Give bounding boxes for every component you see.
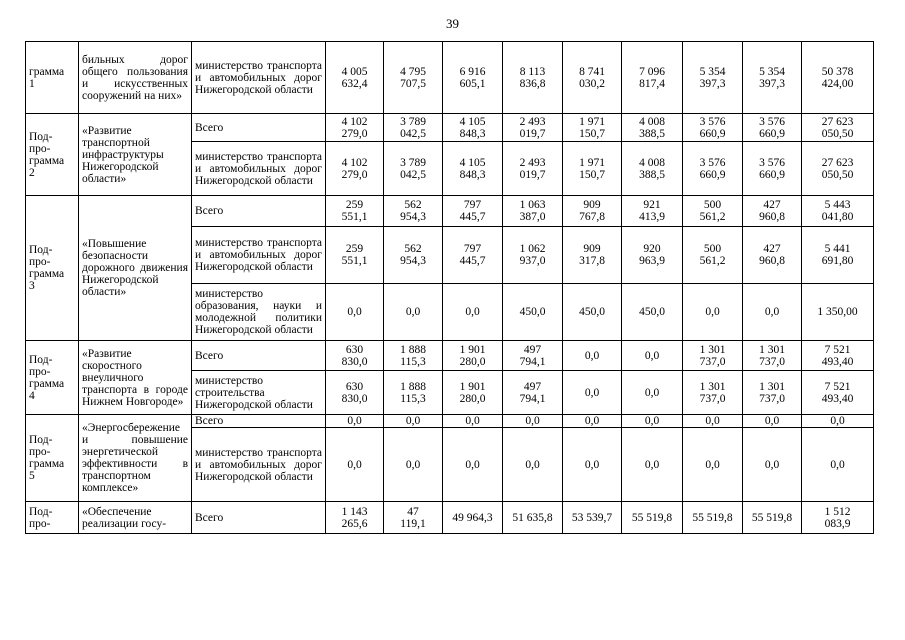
- value-cell: 4 102 279,0: [326, 114, 384, 142]
- value-cell: 500 561,2: [683, 227, 743, 284]
- total-value-cell: 7 521 493,40: [802, 371, 874, 415]
- value-cell: 562 954,3: [384, 196, 443, 227]
- subprogram-label: Под- про- грамма 3: [26, 196, 79, 341]
- value-cell: 1 901 280,0: [443, 341, 503, 371]
- subprogram-label: грамма 1: [26, 42, 79, 114]
- value-cell: 427 960,8: [743, 196, 802, 227]
- value-cell: 1 301 737,0: [683, 371, 743, 415]
- total-value-cell: 27 623 050,50: [802, 142, 874, 196]
- value-cell: 797 445,7: [443, 227, 503, 284]
- executor-cell: министерство транспорта и автомобильных дорог Нижегородской области: [192, 42, 326, 114]
- value-cell: 2 493 019,7: [503, 114, 563, 142]
- total-value-cell: 7 521 493,40: [802, 341, 874, 371]
- subprogram-name: «Обеспечение реализации госу-: [79, 502, 192, 534]
- value-cell: 0,0: [743, 428, 802, 502]
- executor-cell: министерство транспорта и автомобильных дорог Нижегородской области: [192, 142, 326, 196]
- value-cell: 909 767,8: [563, 196, 622, 227]
- value-cell: 3 576 660,9: [743, 114, 802, 142]
- value-cell: 55 519,8: [743, 502, 802, 534]
- value-cell: 0,0: [503, 428, 563, 502]
- value-cell: 0,0: [563, 341, 622, 371]
- executor-cell: министерство строительства Нижегородской области: [192, 371, 326, 415]
- value-cell: 7 096 817,4: [622, 42, 683, 114]
- value-cell: 51 635,8: [503, 502, 563, 534]
- value-cell: 3 789 042,5: [384, 142, 443, 196]
- executor-cell: министерство транспорта и автомобильных дорог Нижегородской области: [192, 227, 326, 284]
- value-cell: 3 576 660,9: [743, 142, 802, 196]
- value-cell: 0,0: [683, 415, 743, 428]
- value-cell: 0,0: [326, 428, 384, 502]
- value-cell: 4 105 848,3: [443, 142, 503, 196]
- table-row: [26, 341, 874, 371]
- value-cell: 49 964,3: [443, 502, 503, 534]
- value-cell: 4 795 707,5: [384, 42, 443, 114]
- value-cell: 0,0: [563, 371, 622, 415]
- value-cell: 1 063 387,0: [503, 196, 563, 227]
- value-cell: 0,0: [743, 415, 802, 428]
- total-value-cell: 50 378 424,00: [802, 42, 874, 114]
- value-cell: 47 119,1: [384, 502, 443, 534]
- value-cell: 4 105 848,3: [443, 114, 503, 142]
- value-cell: 55 519,8: [683, 502, 743, 534]
- page-number: 39: [446, 16, 459, 31]
- value-cell: 921 413,9: [622, 196, 683, 227]
- value-cell: 259 551,1: [326, 227, 384, 284]
- value-cell: 0,0: [443, 415, 503, 428]
- value-cell: 427 960,8: [743, 227, 802, 284]
- total-value-cell: 0,0: [802, 428, 874, 502]
- total-value-cell: 1 512 083,9: [802, 502, 874, 534]
- value-cell: 1 301 737,0: [683, 341, 743, 371]
- executor-cell: министерство транспорта и автомобильных дорог Нижегородской области: [192, 428, 326, 502]
- executor-cell: Всего: [192, 502, 326, 534]
- value-cell: 630 830,0: [326, 371, 384, 415]
- value-cell: 920 963,9: [622, 227, 683, 284]
- subprogram-label: Под- про- грамма 5: [26, 415, 79, 502]
- value-cell: 5 354 397,3: [743, 42, 802, 114]
- value-cell: 0,0: [384, 428, 443, 502]
- value-cell: 5 354 397,3: [683, 42, 743, 114]
- value-cell: 500 561,2: [683, 196, 743, 227]
- value-cell: 909 317,8: [563, 227, 622, 284]
- value-cell: 1 143 265,6: [326, 502, 384, 534]
- value-cell: 450,0: [503, 284, 563, 341]
- value-cell: 0,0: [443, 428, 503, 502]
- subprogram-name: «Энергосбережение и повышение энергетической эффективности в транспортном комплексе»: [79, 415, 192, 502]
- value-cell: 2 493 019,7: [503, 142, 563, 196]
- value-cell: 0,0: [622, 341, 683, 371]
- value-cell: 4 008 388,5: [622, 142, 683, 196]
- value-cell: 562 954,3: [384, 227, 443, 284]
- table-row: [26, 42, 874, 114]
- value-cell: 0,0: [683, 428, 743, 502]
- value-cell: 1 062 937,0: [503, 227, 563, 284]
- value-cell: 55 519,8: [622, 502, 683, 534]
- value-cell: 3 789 042,5: [384, 114, 443, 142]
- subprogram-name: бильных дорог общего пользования и искусственных сооружений на них»: [79, 42, 192, 114]
- executor-cell: Всего: [192, 196, 326, 227]
- executor-cell: Всего: [192, 114, 326, 142]
- value-cell: 1 901 280,0: [443, 371, 503, 415]
- executor-cell: Всего: [192, 415, 326, 428]
- value-cell: 8 113 836,8: [503, 42, 563, 114]
- value-cell: 1 971 150,7: [563, 114, 622, 142]
- value-cell: 0,0: [443, 284, 503, 341]
- value-cell: 53 539,7: [563, 502, 622, 534]
- value-cell: 1 888 115,3: [384, 341, 443, 371]
- value-cell: 450,0: [563, 284, 622, 341]
- executor-cell: Всего: [192, 341, 326, 371]
- value-cell: 0,0: [563, 415, 622, 428]
- value-cell: 450,0: [622, 284, 683, 341]
- value-cell: 0,0: [503, 415, 563, 428]
- subprogram-name: «Повышение безопасности дорожного движения Нижегородской области»: [79, 196, 192, 341]
- value-cell: 797 445,7: [443, 196, 503, 227]
- value-cell: 1 301 737,0: [743, 341, 802, 371]
- total-value-cell: 5 441 691,80: [802, 227, 874, 284]
- value-cell: 0,0: [683, 284, 743, 341]
- value-cell: 8 741 030,2: [563, 42, 622, 114]
- value-cell: 4 102 279,0: [326, 142, 384, 196]
- value-cell: 259 551,1: [326, 196, 384, 227]
- value-cell: 3 576 660,9: [683, 114, 743, 142]
- budget-table: [25, 41, 874, 534]
- total-value-cell: 0,0: [802, 415, 874, 428]
- value-cell: 6 916 605,1: [443, 42, 503, 114]
- value-cell: 1 971 150,7: [563, 142, 622, 196]
- value-cell: 1 301 737,0: [743, 371, 802, 415]
- table-row: [26, 502, 874, 534]
- total-value-cell: 1 350,00: [802, 284, 874, 341]
- subprogram-name: «Развитие транспортной инфраструктуры Нижегородской области»: [79, 114, 192, 196]
- value-cell: 0,0: [326, 284, 384, 341]
- subprogram-label: Под- про- грамма 2: [26, 114, 79, 196]
- total-value-cell: 27 623 050,50: [802, 114, 874, 142]
- value-cell: 0,0: [384, 415, 443, 428]
- executor-cell: министерство образования, науки и молодежной политики Нижегородской области: [192, 284, 326, 341]
- table-row: [26, 114, 874, 142]
- value-cell: 0,0: [622, 428, 683, 502]
- value-cell: 1 888 115,3: [384, 371, 443, 415]
- total-value-cell: 5 443 041,80: [802, 196, 874, 227]
- value-cell: 0,0: [384, 284, 443, 341]
- value-cell: 0,0: [743, 284, 802, 341]
- value-cell: 0,0: [622, 415, 683, 428]
- value-cell: 4 005 632,4: [326, 42, 384, 114]
- value-cell: 497 794,1: [503, 371, 563, 415]
- value-cell: 0,0: [326, 415, 384, 428]
- table-row: [26, 196, 874, 227]
- value-cell: 497 794,1: [503, 341, 563, 371]
- subprogram-label: Под- про-: [26, 502, 79, 534]
- value-cell: 630 830,0: [326, 341, 384, 371]
- table-row: [26, 415, 874, 428]
- value-cell: 0,0: [563, 428, 622, 502]
- value-cell: 0,0: [622, 371, 683, 415]
- subprogram-name: «Развитие скоростного внеуличного транспорта в городе Нижнем Новгороде»: [79, 341, 192, 415]
- subprogram-label: Под- про- грамма 4: [26, 341, 79, 415]
- value-cell: 3 576 660,9: [683, 142, 743, 196]
- value-cell: 4 008 388,5: [622, 114, 683, 142]
